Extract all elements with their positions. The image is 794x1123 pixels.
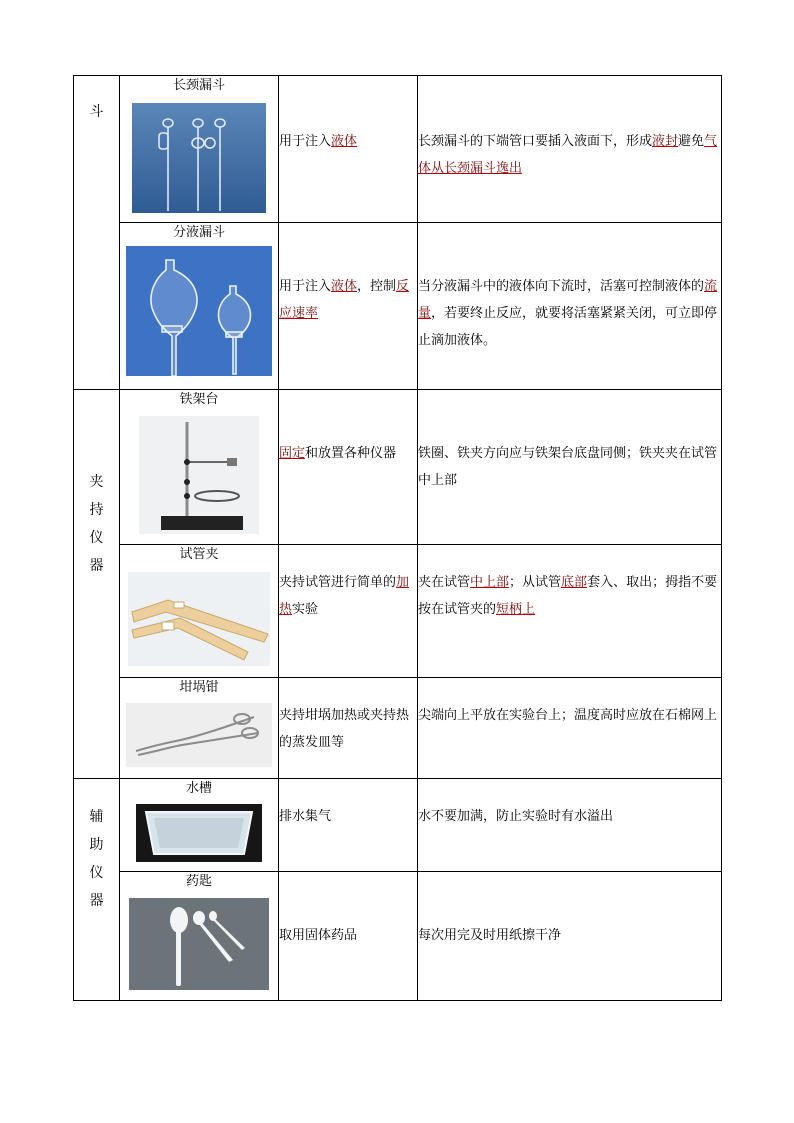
- use-cell: [279, 872, 418, 1001]
- text-segment: 用于注入: [279, 279, 332, 294]
- category-label: [74, 468, 119, 580]
- keyword-underlined: 固定: [279, 446, 306, 461]
- instrument-cell: [120, 678, 279, 779]
- use-cell: [279, 545, 418, 678]
- text-segment: 夹在试管: [418, 575, 471, 590]
- text-segment: 套入、取出；拇指不要按在试管夹的: [418, 575, 718, 617]
- instrument-name: 试管夹: [179, 547, 219, 562]
- medicine-spoon-image: [129, 898, 269, 990]
- table-row: [74, 779, 722, 872]
- category-label: 斗: [89, 104, 104, 120]
- text-segment: ，若要终止反应，就要将活塞紧紧关闭，可立即停止滴加液体。: [418, 306, 718, 348]
- text-segment: 用于注入: [279, 134, 332, 149]
- use-text: [279, 803, 417, 830]
- iron-stand-image: [139, 416, 259, 534]
- note-text: [418, 803, 721, 830]
- long-neck-funnel-image: [132, 103, 266, 213]
- instrument-cell: [120, 545, 279, 678]
- note-cell: [418, 223, 722, 390]
- instrument-name: 铁架台: [179, 392, 219, 407]
- note-text: [418, 922, 721, 949]
- instrument-cell: [120, 76, 279, 223]
- instrument-name: 水槽: [185, 781, 212, 796]
- instrument-name: 分液漏斗: [172, 225, 225, 240]
- use-text: [279, 922, 417, 949]
- water-trough-image: [136, 804, 262, 862]
- keyword-underlined: 短柄上: [496, 602, 536, 617]
- text-segment: 尖端向上平放在实验台上；温度高时应放在石棉网上: [418, 708, 718, 723]
- keyword-underlined: 加热: [279, 575, 410, 617]
- note-text: [418, 273, 721, 354]
- note-text: [418, 440, 721, 494]
- text-segment: 铁圈、铁夹方向应与铁架台底盘同侧；铁夹夹在试管中上部: [418, 446, 718, 488]
- instrument-cell: [120, 390, 279, 545]
- instrument-cell: [120, 872, 279, 1001]
- category-cell: [74, 76, 120, 390]
- text-segment: 取用固体药品: [279, 928, 358, 943]
- text-segment: 夹持试管进行简单的: [279, 575, 397, 590]
- test-tube-holder-image: [128, 572, 270, 666]
- text-segment: 避免: [678, 134, 705, 149]
- table-row: [74, 223, 722, 390]
- category-label: [74, 803, 119, 915]
- separatory-funnel-image: [126, 246, 272, 376]
- text-segment: 排水集气: [279, 809, 332, 824]
- keyword-underlined: 液封: [652, 134, 679, 149]
- keyword-underlined: 流量: [418, 279, 718, 321]
- instrument-cell: [120, 779, 279, 872]
- use-cell: [279, 678, 418, 779]
- instrument-name: 坩埚钳: [179, 680, 219, 695]
- use-text: [279, 702, 417, 756]
- instrument-name: 药匙: [185, 874, 212, 889]
- note-cell: [418, 545, 722, 678]
- use-cell: [279, 779, 418, 872]
- category-cell: [74, 390, 120, 779]
- table-row: [74, 76, 722, 223]
- text-segment: 水不要加满，防止实验时有水溢出: [418, 809, 614, 824]
- note-cell: [418, 872, 722, 1001]
- text-segment: 和放置各种仪器: [305, 446, 397, 461]
- text-segment: ，控制: [357, 279, 397, 294]
- keyword-underlined: 液体: [331, 134, 358, 149]
- table-row: [74, 545, 722, 678]
- crucible-tongs-image: [126, 703, 272, 767]
- note-cell: [418, 678, 722, 779]
- note-cell: [418, 779, 722, 872]
- category-cell: [74, 779, 120, 1001]
- category-text: 辅助仪器: [89, 809, 104, 909]
- text-segment: 夹持坩埚加热或夹持热的蒸发皿等: [279, 708, 410, 750]
- use-text: [279, 273, 417, 327]
- text-segment: ；从试管: [509, 575, 562, 590]
- category-text: 夹持仪器: [89, 474, 104, 574]
- note-text: [418, 128, 721, 182]
- instrument-table: [73, 75, 722, 1001]
- note-text: [418, 702, 721, 729]
- text-segment: 实验: [292, 602, 319, 617]
- use-cell: [279, 76, 418, 223]
- text-segment: 当分液漏斗中的液体向下流时，活塞可控制液体的: [418, 279, 705, 294]
- text-segment: 长颈漏斗的下端管口要插入液面下，形成: [418, 134, 653, 149]
- keyword-underlined: 气体从长颈漏斗逸出: [418, 134, 718, 176]
- keyword-underlined: 底部: [561, 575, 588, 590]
- use-text: [279, 569, 417, 623]
- use-cell: [279, 223, 418, 390]
- instrument-name: 长颈漏斗: [172, 78, 225, 93]
- note-text: [418, 569, 721, 623]
- use-text: [279, 440, 417, 467]
- table-row: [74, 872, 722, 1001]
- table-row: [74, 678, 722, 779]
- keyword-underlined: 反应速率: [279, 279, 410, 321]
- keyword-underlined: 中上部: [470, 575, 510, 590]
- note-cell: [418, 390, 722, 545]
- note-cell: [418, 76, 722, 223]
- instrument-cell: [120, 223, 279, 390]
- keyword-underlined: 液体: [331, 279, 358, 294]
- text-segment: 每次用完及时用纸擦干净: [418, 928, 562, 943]
- use-text: [279, 128, 417, 155]
- use-cell: [279, 390, 418, 545]
- table-row: [74, 390, 722, 545]
